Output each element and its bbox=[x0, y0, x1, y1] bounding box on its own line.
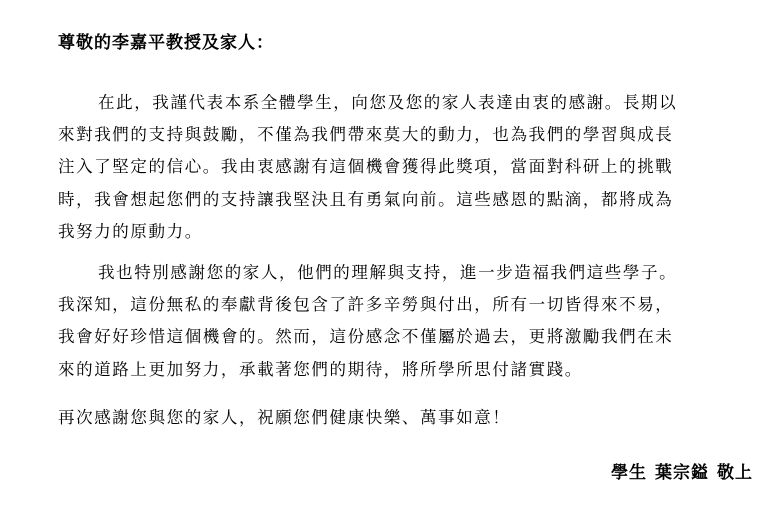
paragraph-line: 我也特別感謝您的家人，他們的理解與支持，進一步造福我們這些學子。 bbox=[98, 263, 678, 282]
signature-closing: 敬上 bbox=[717, 463, 753, 483]
paragraph-line: 來對我們的支持與鼓勵，不僅為我們帶來莫大的動力，也為我們的學習與成長 bbox=[58, 125, 674, 145]
paragraph-gratitude bbox=[58, 87, 748, 248]
paragraph-line: 來的道路上更加努力，承載著您們的期待，將所學所思付諸實踐。 bbox=[58, 359, 583, 379]
letter-signature bbox=[611, 458, 753, 483]
signature-role: 學生 bbox=[611, 463, 647, 483]
paragraph-family-thanks bbox=[58, 257, 748, 386]
signature-name: 葉宗鎰 bbox=[655, 463, 709, 483]
paragraph-closing-wishes bbox=[58, 402, 748, 434]
letter-salutation: 尊敬的李嘉平教授及家人： bbox=[58, 33, 274, 53]
paragraph-line: 我會好好珍惜這個機會的。然而，這份感念不僅屬於過去，更將激勵我們在未 bbox=[58, 327, 674, 347]
paragraph-line: 我努力的原動力。 bbox=[58, 221, 203, 241]
paragraph-line: 在此，我謹代表本系全體學生，向您及您的家人表達由衷的感謝。長期以 bbox=[98, 93, 678, 112]
paragraph-line: 時，我會想起您們的支持讓我堅決且有勇氣向前。這些感恩的點滴，都將成為 bbox=[58, 189, 674, 209]
paragraph-line: 注入了堅定的信心。我由衷感謝有這個機會獲得此獎項，當面對科研上的挑戰 bbox=[58, 157, 674, 177]
paragraph-line: 再次感謝您與您的家人，祝願您們健康快樂、萬事如意！ bbox=[58, 408, 511, 427]
paragraph-line: 我深知，這份無私的奉獻背後包含了許多辛勞與付出，所有一切皆得來不易， bbox=[58, 295, 674, 315]
